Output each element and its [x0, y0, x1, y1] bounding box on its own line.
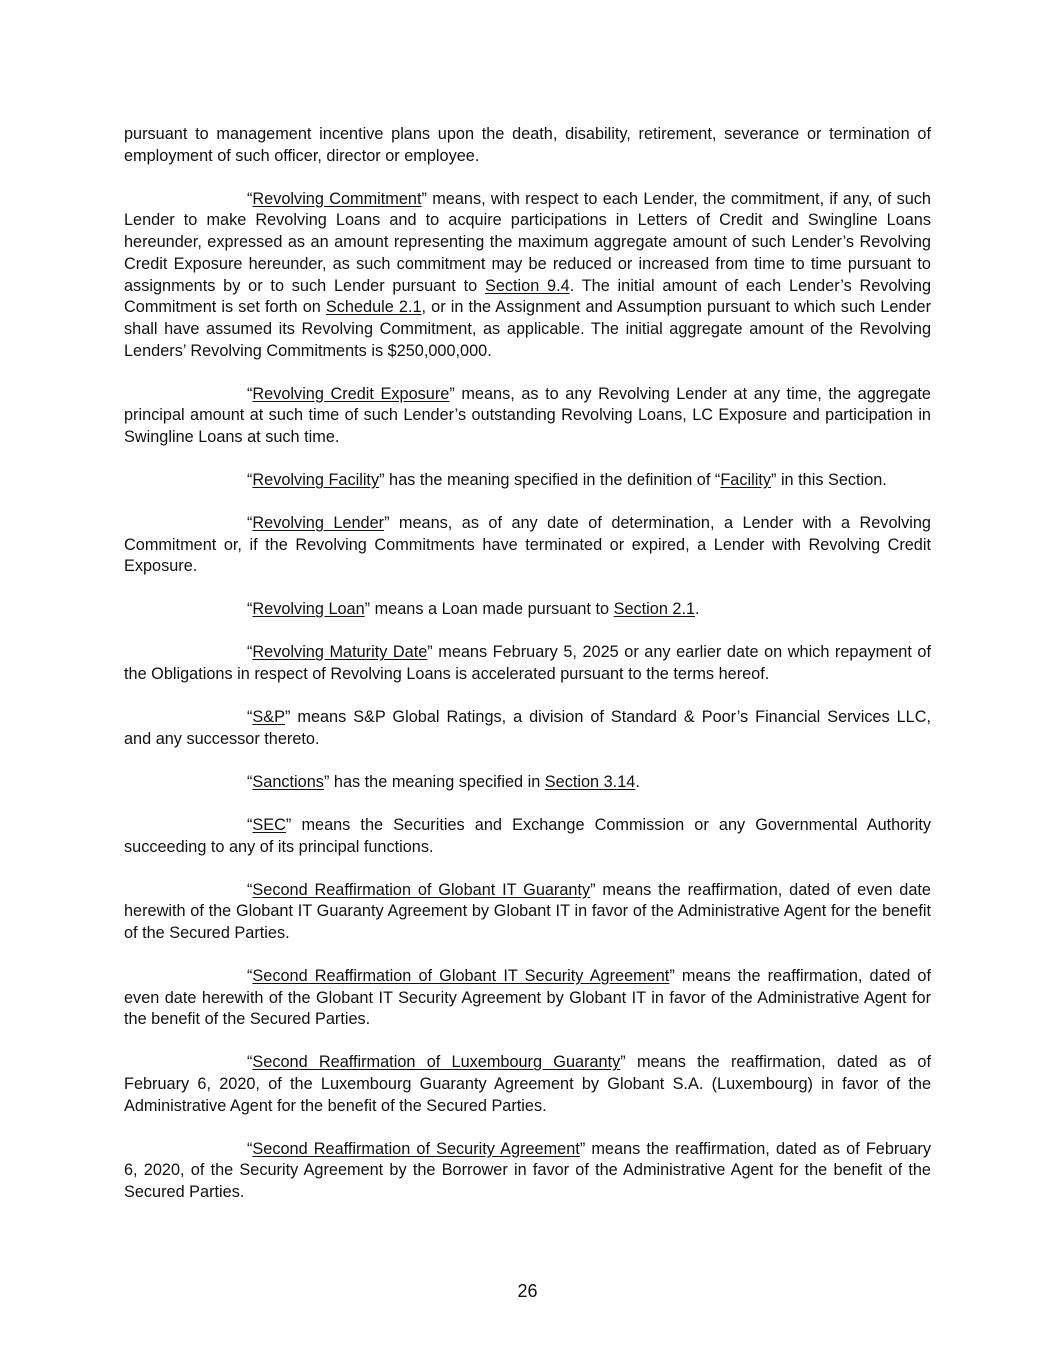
paragraph-text: ” means, as of any date of determination, a Lender with a Revolving Commitment or, if the Revolving Commitments have terminated or expired, a Lender with Revolving Credit Exposure. — [124, 514, 931, 576]
definition-paragraph — [124, 189, 931, 363]
paragraph-text: “ — [247, 643, 253, 662]
paragraph-text: ” means the reaffirmation, dated of even date herewith of the Globant IT Guaranty Agreement by Globant IT in favor of the Administrative Agent for the benefit of the Secured Parties. — [124, 880, 931, 942]
paragraph-text: “ — [247, 880, 253, 899]
definition-paragraph — [124, 1139, 931, 1204]
defined-term-reference: Sanctions — [252, 772, 324, 791]
defined-term-reference: Revolving Lender — [252, 514, 385, 533]
document-body — [124, 124, 931, 1225]
defined-term-reference: Revolving Commitment — [252, 189, 422, 208]
paragraph-text: ” has the meaning specified in — [323, 772, 545, 791]
paragraph-text: ” means February 5, 2025 or any earlier date on which repayment of the Obligations in respect of Revolving Loans is accelerated pursuant to the terms hereof. — [124, 643, 931, 684]
paragraph-text: ” means, with respect to each Lender, the commitment, if any, of such Lender to make Revolving Loans and to acquire participations in Letters of Credit and Swingline Loans hereunder, expressed as an amount representing the maximum aggregate amount of such Lender’s Revolving Credit Exposure hereunder, as such commitment may be reduced or increased from time to time pursuant to assignments by or to such Lender pursuant to — [124, 189, 931, 295]
paragraph-text: “ — [247, 600, 253, 619]
paragraph-text: , or in the Assignment and Assumption pursuant to which such Lender shall have assumed its Revolving Commitment, as applicable. The initial aggregate amount of the Revolving Lenders’ Revolving Commitments is $250,000,000. — [124, 298, 931, 360]
paragraph-text: . — [695, 600, 700, 619]
paragraph-text: ” means the reaffirmation, dated as of February 6, 2020, of the Security Agreement by the Borrower in favor of the Administrative Agent for the benefit of the Secured Parties. — [124, 1139, 931, 1202]
paragraph-text: “ — [247, 1139, 253, 1158]
definition-paragraph — [124, 599, 931, 621]
paragraph-text: “ — [247, 1053, 253, 1072]
definition-paragraph — [124, 1052, 931, 1117]
defined-term-reference: Second Reaffirmation of Globant IT Security Agreement — [252, 966, 670, 985]
definition-paragraph — [124, 513, 931, 578]
defined-term-reference: Second Reaffirmation of Globant IT Guaranty — [252, 880, 591, 899]
paragraph-text: ” means S&P Global Ratings, a division of Standard & Poor’s Financial Services LLC, and any successor thereto. — [124, 708, 931, 748]
defined-term-reference: Revolving Facility — [252, 471, 380, 490]
defined-term-reference: Section 3.14 — [544, 772, 636, 791]
paragraph-text: ” means the Securities and Exchange Commission or any Governmental Authority succeeding to any of its principal functions. — [124, 815, 931, 856]
defined-term-reference: Revolving Maturity Date — [252, 643, 428, 662]
paragraph-text: ” means the reaffirmation, dated of even date herewith of the Globant IT Security Agreement by Globant IT in favor of the Administrative Agent for the benefit of the Secured Parties. — [124, 966, 931, 1029]
paragraph-text: ” means a Loan made pursuant to — [364, 600, 614, 619]
definition-paragraph — [124, 470, 931, 492]
paragraph-text: . The initial amount of each Lender’s Revolving Commitment is set forth on — [124, 276, 932, 317]
paragraph-text: ” means the reaffirmation, dated as of February 6, 2020, of the Luxembourg Guaranty Agreement by Globant S.A. (Luxembourg) in favor of the Administrative Agent for the benefit of the Secured Parties. — [124, 1053, 932, 1115]
defined-term-reference: Second Reaffirmation of Luxembourg Guaranty — [252, 1053, 621, 1072]
defined-term-reference: Revolving Loan — [252, 600, 365, 619]
definition-paragraph — [124, 815, 931, 858]
defined-term-reference: Schedule 2.1 — [325, 298, 422, 317]
defined-term-reference: Second Reaffirmation of Security Agreement — [252, 1139, 580, 1158]
defined-term-reference: Section 9.4 — [484, 276, 570, 295]
definition-paragraph — [124, 966, 931, 1031]
paragraph-text: “ — [247, 471, 253, 490]
definition-paragraph — [124, 707, 931, 750]
paragraph-text: “ — [247, 966, 253, 985]
defined-term-reference: SEC — [252, 815, 286, 834]
defined-term-reference: Facility — [720, 471, 771, 490]
defined-term-reference: Section 2.1 — [613, 600, 696, 619]
paragraph-text: ” has the meaning specified in the definition of “ — [379, 471, 721, 490]
defined-term-reference: S&P — [252, 708, 286, 727]
definition-paragraph — [124, 772, 931, 794]
paragraph-text: “ — [247, 189, 253, 208]
paragraph-text: ” in this Section. — [771, 471, 887, 490]
paragraph-text: “ — [247, 514, 253, 533]
definition-paragraph — [124, 642, 931, 685]
paragraph-text: ” means, as to any Revolving Lender at any time, the aggregate principal amount at such time of such Lender’s outstanding Revolving Loans, LC Exposure and participation in Swingline Loans at such time. — [124, 384, 931, 447]
page-number: 26 — [517, 1281, 538, 1301]
paragraph-text: “ — [247, 772, 253, 791]
paragraph-text: “ — [247, 708, 253, 727]
definition-paragraph — [124, 880, 931, 945]
paragraph-text: “ — [247, 815, 253, 834]
continuation-paragraph — [124, 124, 931, 167]
paragraph-text: . — [635, 772, 640, 791]
paragraph-text: pursuant to management incentive plans upon the death, disability, retirement, severance or termination of employment of such officer, director or employee. — [124, 125, 931, 165]
definition-paragraph — [124, 384, 931, 449]
defined-term-reference: Revolving Credit Exposure — [252, 384, 450, 403]
paragraph-text: “ — [247, 384, 253, 403]
